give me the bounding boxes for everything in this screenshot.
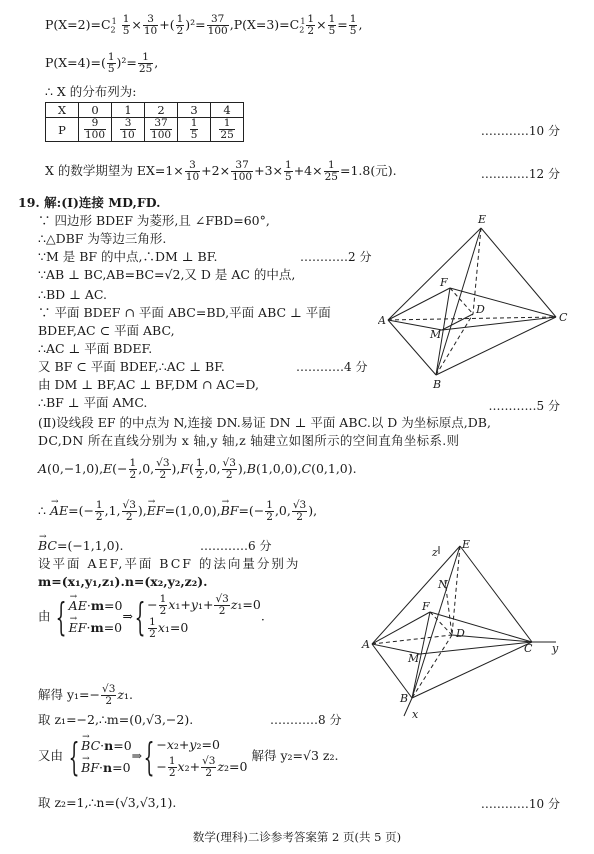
fig2-label-n: N bbox=[438, 578, 448, 591]
score-2: …………2 分 bbox=[300, 250, 372, 264]
score-8: …………8 分 bbox=[270, 713, 342, 727]
fig2-label-f: F bbox=[422, 600, 430, 613]
score-5: …………5 分 bbox=[488, 399, 560, 413]
part2-line-2: DC,DN 所在直线分别为 x 轴,y 轴,z 轴建立如图所示的空间直角坐标系.则 bbox=[38, 433, 460, 448]
proof-line-7: BDEF,AC ⊂ 平面 ABC, bbox=[38, 323, 175, 338]
part2-line-5: 取 z₁=−2,∴m=(0,√3,−2). bbox=[38, 712, 194, 727]
fig1-label-a: A bbox=[378, 314, 386, 327]
fig2-label-c: C bbox=[524, 642, 533, 655]
proof-line-6: ∵ 平面 BDEF ∩ 平面 ABC=BD,平面 ABC ⊥ 平面 bbox=[38, 305, 331, 320]
fig2-label-m: M bbox=[408, 652, 420, 665]
distribution-table bbox=[45, 102, 244, 142]
vectors-line: ∴ → AE=(− $\frac{1}{2}$ ,1, $\frac{√3}{2}$ ),→ EF=(1,0,0),→ BF=(− $\frac{1}{2}$ ,0, $\frac{√3}{2}$ ), bbox=[38, 500, 317, 523]
fig2-label-z: z bbox=[432, 546, 438, 559]
vector-bc-line: → BC=(−1,1,0). bbox=[38, 538, 123, 554]
part2-line-3: 设平面 AEF,平面 BCF 的法向量分别为 bbox=[38, 556, 301, 571]
proof-line-10: 由 DM ⊥ BF,AC ⊥ BF,DM ∩ AC=D, bbox=[38, 377, 259, 392]
proof-line-4: ∵AB ⊥ BC,AB=BC=√2,又 D 是 AC 的中点, bbox=[38, 267, 296, 282]
prob-x2-line: $P(X=2)=C_2^1$ $\frac{1}{5}$ × $\frac{3}{10}$ +( $\frac{1}{2}$ )²= $\frac{37}{100}$ $,P(X=3)=C_2^1$ $\frac{1}{2}$ × $\frac{1}{5}$ = $\frac{1}{5}$ , bbox=[45, 13, 363, 38]
table-prob-row: P $\frac{9}{100}$ $\frac{3}{10}$ $\frac{37}{100}$ $\frac{1}{5}$ $\frac{1}{25}$ bbox=[46, 118, 244, 142]
page-footer: 数学(理科)二诊参考答案第 2 页(共 5 页) bbox=[192, 830, 402, 844]
fig1-label-f: F bbox=[440, 276, 448, 289]
fig2-label-x: x bbox=[412, 708, 419, 721]
system-n: 又由 { → BC·n=0 → BF·n=0 ⇒{ −x₂+y₂=0 − $\frac{1}{2}$ x₂+ $\frac{√3}{2}$ z₂=0 解得 y₂=√3 z₂. bbox=[38, 734, 338, 779]
figure-octahedron-1 bbox=[378, 210, 578, 395]
q19-heading: 19. 解:(Ⅰ)连接 MD,FD. bbox=[18, 195, 161, 210]
part2-line-6: 取 z₂=1,∴n=(√3,√3,1). bbox=[38, 795, 177, 810]
score-4: …………4 分 bbox=[296, 360, 368, 374]
fig2-label-b: B bbox=[400, 692, 409, 705]
coordinates-line: A(0,−1,0),E(− $\frac{1}{2}$ ,0, $\frac{√3}{2}$ ),F( $\frac{1}{2}$ ,0, $\frac{√3}{2}$ ),B(1,0,0),C(0,1,0). bbox=[38, 457, 357, 481]
part2-line-4: m=(x₁,y₁,z₁).n=(x₂,y₂,z₂). bbox=[38, 574, 208, 589]
prob-x4-line: P(X=4)=( $\frac{1}{5}$ )²= $\frac{1}{25}$ , bbox=[45, 51, 159, 75]
proof-line-5: ∴BD ⊥ AC. bbox=[38, 287, 107, 302]
fig2-label-a: A bbox=[362, 638, 370, 651]
solve-y1: 解得 y₁=− $\frac{√3}{2}$ z₁. bbox=[38, 683, 133, 707]
score-12: …………12 分 bbox=[480, 167, 560, 181]
table-intro: ∴ X 的分布列为: bbox=[45, 84, 137, 99]
fig1-label-e: E bbox=[478, 213, 487, 226]
fig2-label-y: y bbox=[552, 642, 559, 655]
fig2-label-e: E bbox=[462, 538, 471, 551]
score-10-b: …………10 分 bbox=[480, 797, 560, 811]
system-m: 由 { → AE·m=0 → EF·m=0 ⇒{ − $\frac{1}{2}$ x₁+y₁+ $\frac{√3}{2}$ z₁=0 $\frac{1}{2}$ x₁=0 . bbox=[38, 594, 265, 640]
score-6: …………6 分 bbox=[200, 539, 272, 553]
proof-line-9: 又 BF ⊂ 平面 BDEF,∴AC ⊥ BF. bbox=[38, 359, 225, 374]
fig1-label-c: C bbox=[559, 311, 568, 324]
proof-line-2: ∴△DBF 为等边三角形. bbox=[38, 231, 167, 246]
fig1-label-m: M bbox=[430, 328, 442, 341]
proof-line-1: ∵ 四边形 BDEF 为菱形,且 ∠FBD=60°, bbox=[38, 213, 270, 228]
fig1-label-d: D bbox=[476, 303, 485, 316]
score-10-a: …………10 分 bbox=[480, 124, 560, 138]
part2-line-1: (Ⅱ)设线段 EF 的中点为 N,连接 DN.易证 DN ⊥ 平面 ABC.以 D 为坐标原点,DB, bbox=[38, 415, 491, 430]
proof-line-3: ∵M 是 BF 的中点,∴DM ⊥ BF. bbox=[38, 249, 218, 264]
fig2-label-d: D bbox=[456, 627, 465, 640]
proof-line-11: ∴BF ⊥ 平面 AMC. bbox=[38, 395, 148, 410]
proof-line-8: ∴AC ⊥ 平面 BDEF. bbox=[38, 341, 153, 356]
figure-octahedron-2 bbox=[360, 538, 570, 723]
table-header-row: X 0 1 2 3 4 bbox=[46, 103, 244, 118]
fig1-label-b: B bbox=[433, 378, 442, 391]
expectation-line: X 的数学期望为 EX=1× $\frac{3}{10}$ +2× $\frac{37}{100}$ +3× $\frac{1}{5}$ +4× $\frac{1}{25}$ =1.8(元). bbox=[45, 159, 397, 183]
